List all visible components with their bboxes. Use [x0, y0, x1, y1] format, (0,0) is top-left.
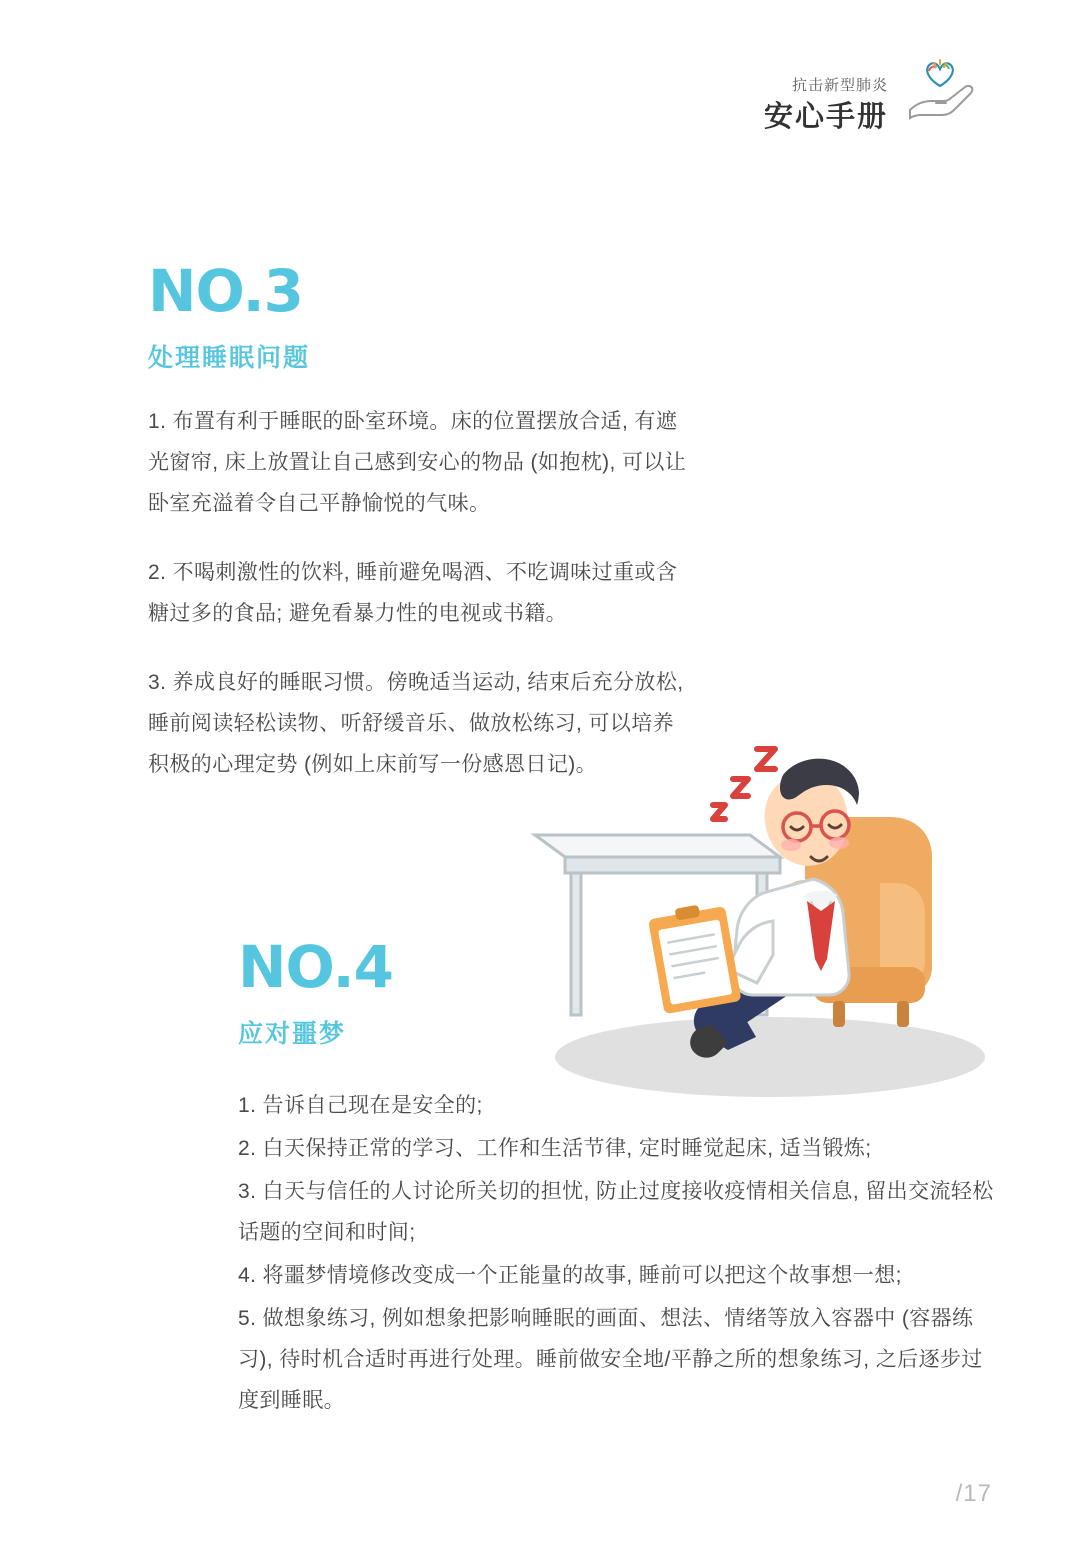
section-no4-list: [238, 1086, 998, 1422]
page-number: /17: [955, 1480, 992, 1507]
section-no4-item-5: 5. 做想象练习, 例如想象把影响睡眠的画面、想法、情绪等放入容器中 (容器练习), 待时机合适时再进行处理。睡前做安全地/平静之所的想象练习, 之后逐步过度到睡眠。: [238, 1306, 983, 1412]
section-no4-item-2: 2. 白天保持正常的学习、工作和生活节律, 定时睡觉起床, 适当锻炼;: [238, 1136, 872, 1160]
header-subtitle: 抗击新型肺炎: [791, 77, 888, 95]
section-no4-number: NO.4: [238, 933, 393, 1001]
page-header: [764, 48, 984, 134]
section-no4-item-1: 1. 告诉自己现在是安全的;: [238, 1094, 483, 1117]
section-no3-paragraph-1: 1. 布置有利于睡眠的卧室环境。床的位置摆放合适, 有遮光窗帘, 床上放置让自己感到安心的物品 (如抱枕), 可以让卧室充溢着令自己平静愉悦的气味。: [148, 410, 687, 515]
section-no4: [238, 933, 998, 1424]
section-no3-title: 处理睡眠问题: [148, 344, 311, 372]
section-no3-paragraph-3: 3. 养成良好的睡眠习惯。傍晚适当运动, 结束后充分放松, 睡前阅读轻松读物、听舒缓音乐、做放松练习, 可以培养积极的心理定势 (例如上床前写一份感恩日记)。: [148, 670, 684, 776]
section-no4-item-3: 3. 白天与信任的人讨论所关切的担忧, 防止过度接收疫情相关信息, 留出交流轻松话题的空间和时间;: [238, 1179, 994, 1244]
header-text-block: [764, 77, 888, 134]
section-no4-item-4: 4. 将噩梦情境修改变成一个正能量的故事, 睡前可以把这个故事想一想;: [238, 1263, 902, 1287]
heart-in-hand-icon: [898, 48, 984, 134]
section-no3-number: NO.3: [148, 257, 303, 325]
section-no3-paragraph-2: 2. 不喝刺激性的饮料, 睡前避免喝酒、不吃调味过重或含糖过多的食品; 避免看暴力性的电视或书籍。: [148, 560, 678, 625]
section-no4-title: 应对噩梦: [238, 1020, 347, 1048]
header-title: 安心手册: [763, 100, 888, 133]
